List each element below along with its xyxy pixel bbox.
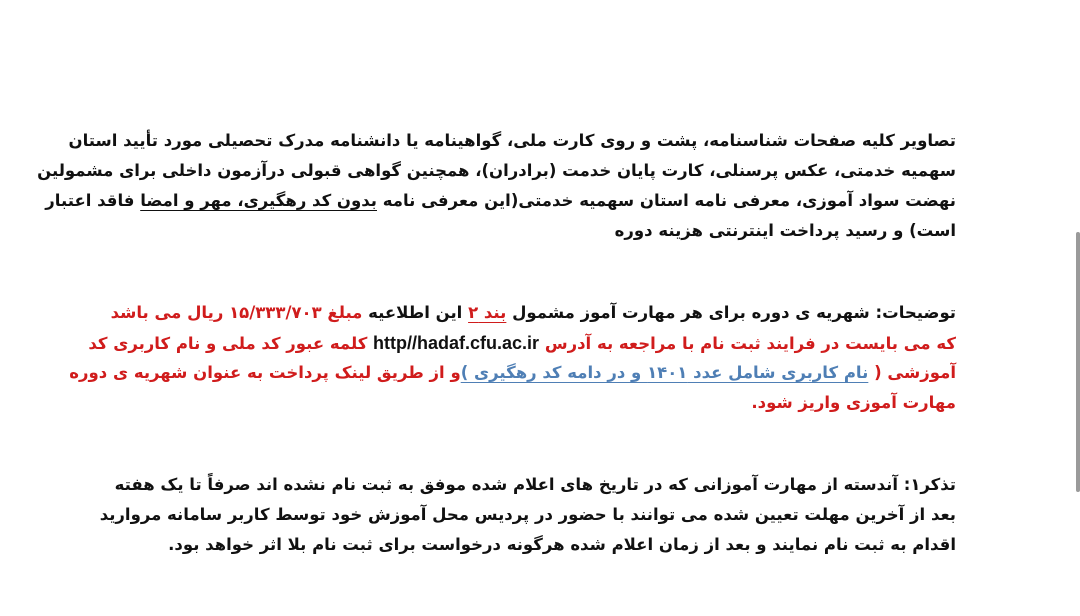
tuition-description-paragraph [69, 298, 956, 418]
underlined-text: بدون کد رهگیری، مهر و امضا [140, 191, 377, 210]
text-line: مهارت آموزی واریز شود. [751, 393, 956, 412]
text-line: تصاویر کلیه صفحات شناسنامه، پشت و روی کارت ملی، گواهینامه یا دانشنامه مدرک تحصیلی مورد تأیید استان [68, 131, 956, 150]
text-line: سهمیه خدمتی، عکس پرسنلی، کارت پایان خدمت (برادران)، همچنین گواهی قبولی درآزمون داخلی برای مشمولین [37, 161, 956, 180]
required-documents-paragraph [37, 126, 956, 246]
text-segment: فاقد اعتبار [45, 191, 141, 210]
vertical-scrollbar[interactable] [1076, 232, 1080, 492]
text-segment: نهضت سواد آموزی، معرفی نامه استان سهمیه خدمتی(این معرفی نامه [377, 191, 956, 210]
text-line: تذکر۱: آندسته از مهارت آموزانی که در تاریخ های اعلام شده موفق به ثبت نام نشده اند صرفاً تا یک هفته [114, 475, 956, 494]
username-hint: نام کاربری شامل عدد ۱۴۰۱ و در دامه کد رهگیری ) [460, 363, 869, 382]
text-line: بعد از آخرین مهلت تعیین شده می توانند با حضور در پردیس محل آموزش خود توسط کاربر سامانه مروارید [99, 505, 956, 524]
text-line: اقدام به ثبت نام نمایند و بعد از زمان اعلام شده هرگونه درخواست برای ثبت نام بلا اثر خواهد بود. [168, 535, 956, 554]
text-segment: این اطلاعیه [362, 303, 469, 322]
text-segment: شهریه ی دوره برای هر مهارت آموز مشمول [506, 303, 870, 322]
text-segment: آموزشی ( [868, 363, 956, 382]
registration-url-link[interactable]: http//hadaf.cfu.ac.ir [373, 333, 540, 353]
text-line [88, 328, 956, 358]
description-label: توضیحات: [869, 303, 956, 322]
text-line [45, 186, 956, 216]
clause-reference: بند ۲ [468, 303, 507, 322]
text-segment: که می بایست در فرایند ثبت نام با مراجعه به آدرس [539, 334, 956, 353]
text-line [69, 358, 956, 388]
text-line [110, 298, 956, 328]
text-segment: و از طریق لینک پرداخت به عنوان شهریه ی دوره [69, 363, 461, 382]
text-segment: کلمه عبور کد ملی و نام کاربری کد [88, 334, 374, 353]
tuition-amount: مبلغ ۱۵/۳۳۳/۷۰۳ ریال می باشد [110, 303, 363, 322]
reminder-paragraph [99, 470, 956, 560]
text-line: است) و رسید پرداخت اینترنتی هزینه دوره [614, 221, 956, 240]
